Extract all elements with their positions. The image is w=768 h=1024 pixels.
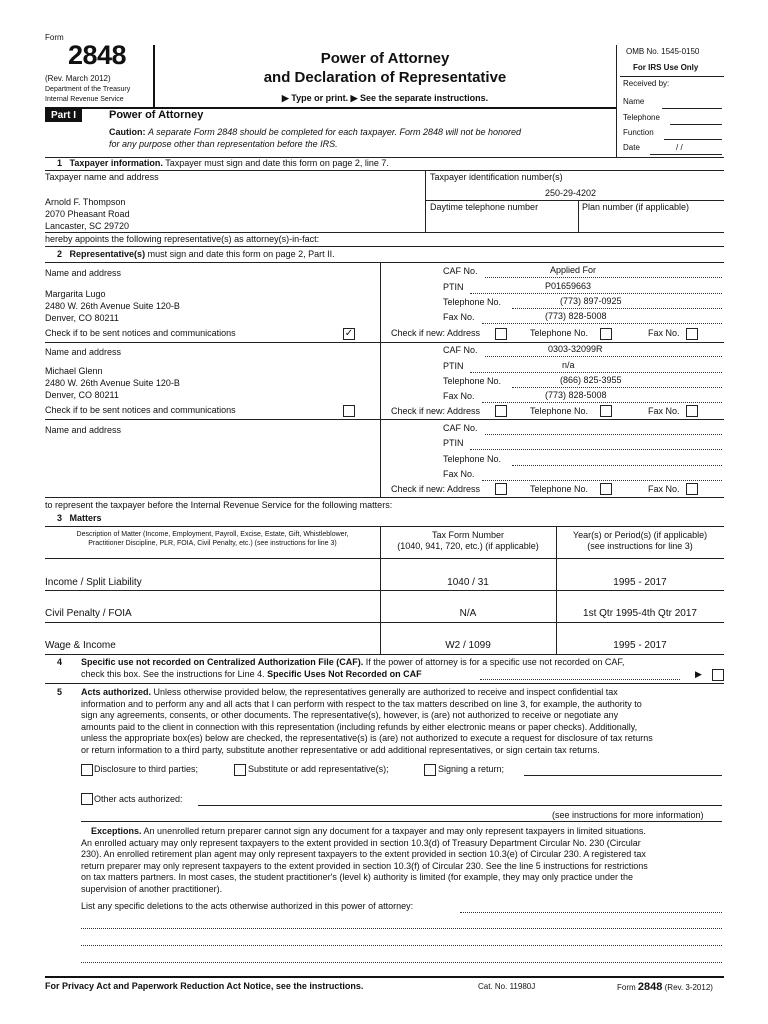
rep2-check-new-tel-label: Telephone No. bbox=[530, 406, 589, 416]
rep3-new-tel-checkbox[interactable] bbox=[600, 483, 612, 495]
agency: Internal Revenue Service bbox=[45, 96, 124, 103]
rep1-caf-label: CAF No. bbox=[443, 266, 478, 276]
matter3-form[interactable]: W2 / 1099 bbox=[445, 640, 491, 651]
rep2-check-new-fax-label: Fax No. bbox=[648, 406, 680, 416]
rep2-tel-label: Telephone No. bbox=[443, 376, 502, 386]
rep2-ptin-value[interactable]: n/a bbox=[562, 360, 575, 370]
acts-authorized-text: Acts authorized. Unless otherwise provided below, the representatives generally are authorized to receive and inspect confidential tax information and to perform any and all acts that I can perform with respect to the tax matters described on line 3, for example, the authority to sign any agreements, consents, or other documents. The representative(s), however, is (are) not authorized to receive or negotiate any amounts paid to the client in connection with this representation (including refunds by either electronic means or paper checks). Additionally, unless the appropriate box(es) below are checked, the representative(s) is (are) not authorized to execute a request for disclosure of tax returns or return information to a third party, substitute another representative or add additional representatives, or sign certain tax returns. bbox=[81, 687, 653, 755]
irs-function-label: Function bbox=[623, 128, 654, 137]
taxpayer-name-label: Taxpayer name and address bbox=[45, 172, 159, 182]
irs-date-slashes: / / bbox=[676, 143, 683, 152]
rep2-tel-value[interactable]: (866) 825-3955 bbox=[560, 375, 622, 385]
department: Department of the Treasury bbox=[45, 86, 131, 93]
substitute-checkbox[interactable] bbox=[234, 764, 246, 776]
plan-number-label: Plan number (if applicable) bbox=[582, 202, 690, 212]
line2-heading: 2 Representative(s) must sign and date this form on page 2, Part II. bbox=[57, 249, 335, 259]
matter1-period[interactable]: 1995 - 2017 bbox=[613, 577, 667, 588]
rep1-notices-label: Check if to be sent notices and communications bbox=[45, 328, 236, 338]
signing-return-label: Signing a return; bbox=[438, 764, 505, 774]
taxpayer-city[interactable]: Lancaster, SC 29720 bbox=[45, 221, 130, 231]
rep2-fax-label: Fax No. bbox=[443, 391, 475, 401]
rep1-ptin-label: PTIN bbox=[443, 282, 464, 292]
rep2-check-new-address-label: Check if new: Address bbox=[391, 406, 481, 416]
exceptions-text: Exceptions. An unenrolled return preparer cannot sign any document for a taxpayer and may only represent taxpayers in limited situations. An enrolled actuary may only represent taxpayers to the extent provided in section 10.3(d) of Treasury Department Circular No. 230 (Circular 230). An enrolled retirement plan agent may only represent taxpayers to the extent provided in section 10.3(e) of Circular 230. A registered tax return preparer may only represent taxpayers to the extent provided in section 10.3(f) of Circular 230. See the line 5 instructions for restrictions on tax matters partners. In most cases, the student practitioner's (level k) authority is limited (for example, they may only practice under the supervision of another practitioner). bbox=[81, 826, 648, 894]
rep3-new-address-checkbox[interactable] bbox=[495, 483, 507, 495]
rep1-city[interactable]: Denver, CO 80211 bbox=[45, 313, 119, 323]
matter2-period[interactable]: 1st Qtr 1995-4th Qtr 2017 bbox=[583, 608, 697, 619]
rep1-check-new-address-label: Check if new: Address bbox=[391, 328, 481, 338]
rep1-new-fax-checkbox[interactable] bbox=[686, 328, 698, 340]
rep1-caf-value[interactable]: Applied For bbox=[550, 265, 597, 275]
rep1-fax-value[interactable]: (773) 828-5008 bbox=[545, 311, 607, 321]
line5-number: 5 bbox=[57, 687, 63, 697]
matter3-description[interactable]: Wage & Income bbox=[45, 640, 116, 651]
rep2-fax-value[interactable]: (773) 828-5008 bbox=[545, 390, 607, 400]
line4-number: 4 bbox=[57, 657, 63, 667]
form-title-line1: Power of Attorney bbox=[320, 50, 450, 67]
rep1-name-label: Name and address bbox=[45, 268, 122, 278]
disclosure-label: Disclosure to third parties; bbox=[94, 764, 199, 774]
see-instructions-note: (see instructions for more information) bbox=[552, 810, 704, 820]
rep2-notices-checkbox[interactable] bbox=[343, 405, 355, 417]
other-acts-checkbox[interactable] bbox=[81, 793, 93, 805]
line4-arrow: ▶ bbox=[695, 669, 702, 679]
taxpayer-id[interactable]: 250-29-4202 bbox=[545, 188, 597, 198]
rep3-check-new-tel-label: Telephone No. bbox=[530, 484, 589, 494]
rep1-street[interactable]: 2480 W. 26th Avenue Suite 120-B bbox=[45, 301, 180, 311]
rep1-fax-label: Fax No. bbox=[443, 312, 475, 322]
line4-specific-use-checkbox[interactable] bbox=[712, 669, 724, 681]
rep1-check-new-tel-label: Telephone No. bbox=[530, 328, 589, 338]
rep2-ptin-label: PTIN bbox=[443, 361, 464, 371]
form-number: 2848 bbox=[68, 40, 127, 70]
line3-heading: 3 Matters bbox=[57, 513, 102, 523]
rep1-notices-checkbox[interactable]: ✓ bbox=[344, 328, 354, 339]
rep1-tel-value[interactable]: (773) 897-0925 bbox=[560, 296, 622, 306]
rep2-name-label: Name and address bbox=[45, 347, 122, 357]
footer-form-id: Form 2848 (Rev. 3-2012) bbox=[617, 981, 713, 993]
rep1-ptin-value[interactable]: P01659663 bbox=[545, 281, 592, 291]
rep2-new-address-checkbox[interactable] bbox=[495, 405, 507, 417]
part-title: Power of Attorney bbox=[109, 109, 204, 121]
disclosure-checkbox[interactable] bbox=[81, 764, 93, 776]
rep2-new-tel-checkbox[interactable] bbox=[600, 405, 612, 417]
matters-col1-header: Description of Matter (Income, Employment, Payroll, Excise, Estate, Gift, Whistleblower, Practitioner Discipline, PLR, FOIA, Civil Penalty, etc.) (see instructions for line 3) bbox=[76, 531, 349, 547]
taxpayer-name[interactable]: Arnold F. Thompson bbox=[45, 197, 126, 207]
daytime-phone-label: Daytime telephone number bbox=[430, 202, 539, 212]
privacy-notice: For Privacy Act and Paperwork Reduction Act Notice, see the instructions. bbox=[45, 981, 364, 991]
form-label: Form bbox=[45, 33, 64, 42]
rep3-fax-label: Fax No. bbox=[443, 469, 475, 479]
rep2-new-fax-checkbox[interactable] bbox=[686, 405, 698, 417]
caution-notice: Caution: A separate Form 2848 should be completed for each taxpayer. Form 2848 will not be honored bbox=[109, 127, 522, 137]
matters-col2-header: Tax Form Number (1040, 941, 720, etc.) (if applicable) bbox=[397, 530, 539, 551]
matter2-form[interactable]: N/A bbox=[459, 608, 477, 619]
appoints-statement: hereby appoints the following representative(s) as attorney(s)-in-fact: bbox=[45, 234, 320, 244]
other-acts-label: Other acts authorized: bbox=[94, 794, 183, 804]
omb-number: OMB No. 1545-0150 bbox=[626, 47, 700, 56]
rep1-name[interactable]: Margarita Lugo bbox=[45, 289, 106, 299]
rep2-street[interactable]: 2480 W. 26th Avenue Suite 120-B bbox=[45, 378, 180, 388]
rep2-caf-value[interactable]: 0303-32099R bbox=[548, 344, 603, 354]
rep2-name[interactable]: Michael Glenn bbox=[45, 366, 103, 376]
line1-heading: 1 Taxpayer information. Taxpayer must sign and date this form on page 2, line 7. bbox=[57, 158, 389, 168]
rep1-check-new-fax-label: Fax No. bbox=[648, 328, 680, 338]
taxpayer-id-label: Taxpayer identification number(s) bbox=[430, 172, 563, 182]
irs-name-label: Name bbox=[623, 97, 645, 106]
caution-notice-line2: for any purpose other than representation before the IRS. bbox=[109, 139, 338, 149]
signing-return-checkbox[interactable] bbox=[424, 764, 436, 776]
substitute-label: Substitute or add representative(s); bbox=[248, 764, 389, 774]
matter2-description[interactable]: Civil Penalty / FOIA bbox=[45, 608, 132, 619]
irs-telephone-label: Telephone bbox=[623, 113, 660, 122]
received-by: Received by: bbox=[623, 79, 670, 88]
rep1-tel-label: Telephone No. bbox=[443, 297, 502, 307]
deletions-label: List any specific deletions to the acts otherwise authorized in this power of attorney: bbox=[81, 901, 414, 911]
form-title-line2: and Declaration of Representative bbox=[263, 69, 507, 86]
rep1-new-address-checkbox[interactable] bbox=[495, 328, 507, 340]
revision-date: (Rev. March 2012) bbox=[45, 74, 111, 83]
taxpayer-street[interactable]: 2070 Pheasant Road bbox=[45, 209, 130, 219]
matter1-form[interactable]: 1040 / 31 bbox=[447, 577, 489, 588]
matter3-period[interactable]: 1995 - 2017 bbox=[613, 640, 667, 651]
part-badge: Part I bbox=[45, 109, 82, 122]
rep3-tel-label: Telephone No. bbox=[443, 454, 502, 464]
irs-use-only: For IRS Use Only bbox=[633, 63, 699, 72]
rep3-check-new-address-label: Check if new: Address bbox=[391, 484, 481, 494]
rep2-city[interactable]: Denver, CO 80211 bbox=[45, 390, 119, 400]
irs-date-label: Date bbox=[623, 143, 640, 152]
type-print-instructions: ▶ Type or print. ▶ See the separate instructions. bbox=[281, 93, 489, 103]
rep3-check-new-fax-label: Fax No. bbox=[648, 484, 680, 494]
line4-text2: check this box. See the instructions for Line 4. Specific Uses Not Recorded on CAF bbox=[81, 669, 422, 679]
matter1-description[interactable]: Income / Split Liability bbox=[45, 577, 142, 588]
rep3-new-fax-checkbox[interactable] bbox=[686, 483, 698, 495]
matters-col3-header: Year(s) or Period(s) (if applicable) (see instructions for line 3) bbox=[572, 530, 708, 551]
rep3-name-label: Name and address bbox=[45, 425, 122, 435]
represent-statement: to represent the taxpayer before the Internal Revenue Service for the following matters: bbox=[45, 500, 393, 510]
rep3-ptin-label: PTIN bbox=[443, 438, 464, 448]
catalog-number: Cat. No. 11980J bbox=[478, 982, 536, 991]
rep3-caf-label: CAF No. bbox=[443, 423, 478, 433]
rep2-caf-label: CAF No. bbox=[443, 345, 478, 355]
line4-text: Specific use not recorded on Centralized Authorization File (CAF). If the power of attorney is for a specific use not recorded on CAF, bbox=[81, 657, 625, 667]
rep1-new-tel-checkbox[interactable] bbox=[600, 328, 612, 340]
rep2-notices-label: Check if to be sent notices and communications bbox=[45, 405, 236, 415]
